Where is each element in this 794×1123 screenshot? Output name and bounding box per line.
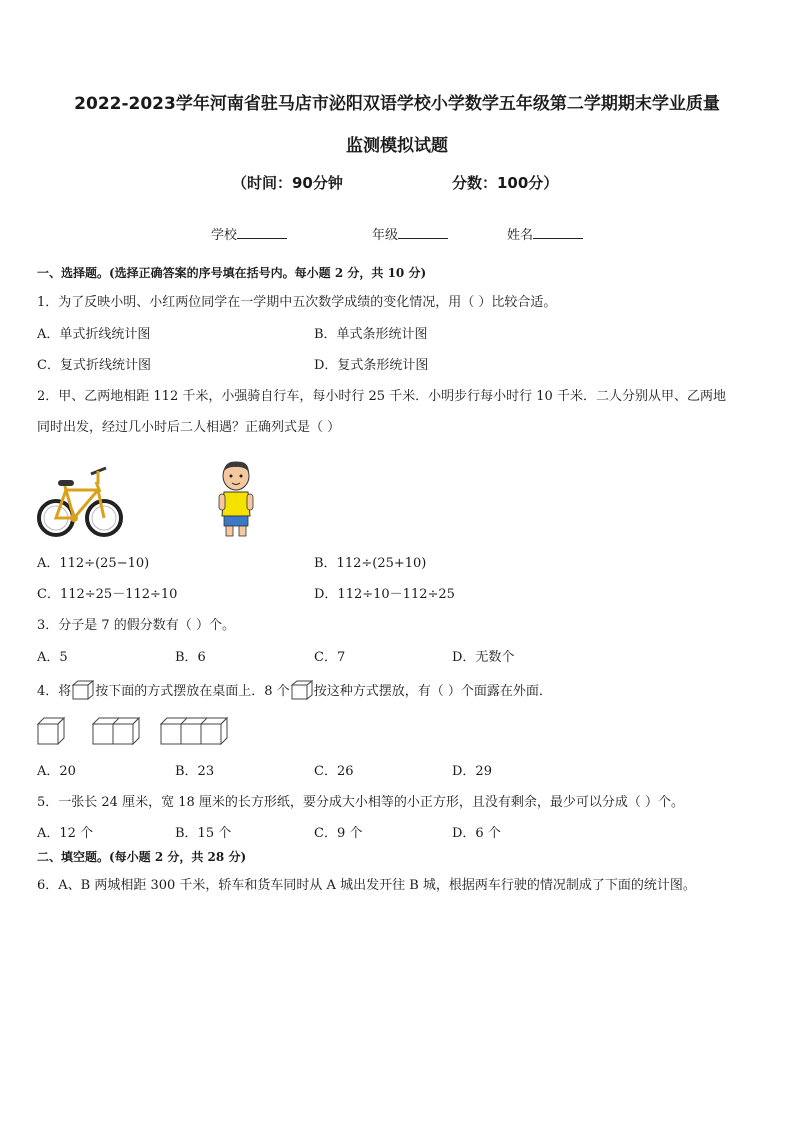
q5-option-d[interactable]: D．6 个 [452, 826, 501, 841]
exam-title-line1: 2022-2023学年河南省驻马店市泌阳双语学校小学数学五年级第二学期期末学业质量 [74, 94, 720, 114]
q2-text-line2: 同时出发，经过几小时后二人相遇？正确列式是（ ） [37, 420, 341, 435]
q2-option-b[interactable]: B．112÷(25+10) [314, 556, 427, 571]
exam-score: 分数：100分） [452, 174, 559, 192]
name-label: 姓名 [507, 228, 534, 243]
q5-option-a[interactable]: A．12 个 [37, 826, 94, 841]
q4-text-c: 按这种方式摆放，有（ ）个面露在外面． [313, 684, 552, 699]
q2-text-line1: 2．甲、乙两地相距 112 千米，小强骑自行车，每小时行 25 千米．小明步行每小时行 10 千米．二人分别从甲、乙两地 [37, 389, 726, 404]
q1-option-d[interactable]: D．复式条形统计图 [314, 358, 429, 373]
section1-heading: 一、选择题。(选择正确答案的序号填在括号内。每小题 2 分，共 10 分) [37, 266, 427, 280]
cube-arrangement-1 [37, 717, 65, 745]
q4-text-b: 按下面的方式摆放在桌面上．8 个 [95, 684, 290, 699]
cube-icon [72, 680, 94, 700]
q3-text: 3．分子是 7 的假分数有（ ）个。 [37, 618, 235, 633]
q2-option-a[interactable]: A．112÷(25−10) [37, 556, 150, 571]
q2-option-c[interactable]: C．112÷25－112÷10 [37, 587, 178, 602]
exam-time: （时间：90分钟 [232, 174, 343, 192]
q3-option-c[interactable]: C．7 [314, 650, 346, 665]
q5-text: 5．一张长 24 厘米，宽 18 厘米的长方形纸，要分成大小相等的小正方形，且没有剩余，最少可以分成（ ）个。 [37, 795, 685, 810]
q2-option-d[interactable]: D．112÷10－112÷25 [314, 587, 455, 602]
grade-label: 年级 [372, 228, 399, 243]
q3-option-b[interactable]: B．6 [175, 650, 206, 665]
q3-option-d[interactable]: D．无数个 [452, 650, 515, 665]
cube-arrangement-2 [92, 717, 140, 745]
bicycle-image [36, 460, 126, 540]
q4-text-a: 4．将 [37, 684, 72, 699]
q5-option-b[interactable]: B．15 个 [175, 826, 232, 841]
exam-title-line2: 监测模拟试题 [346, 136, 448, 156]
school-label: 学校 [211, 228, 238, 243]
q5-option-c[interactable]: C．9 个 [314, 826, 363, 841]
q1-option-a[interactable]: A．单式折线统计图 [37, 327, 151, 342]
q1-option-c[interactable]: C．复式折线统计图 [37, 358, 151, 373]
boy-image [214, 458, 258, 538]
q6-text: 6．A、B 两城相距 300 千米，轿车和货车同时从 A 城出发开往 B 城，根据两车行驶的情况制成了下面的统计图。 [37, 878, 696, 893]
cube-icon [291, 680, 313, 700]
section2-heading: 二、填空题。(每小题 2 分，共 28 分) [37, 850, 247, 864]
q4-option-c[interactable]: C．26 [314, 764, 354, 779]
q1-text: 1．为了反映小明、小红两位同学在一学期中五次数学成绩的变化情况，用（ ）比较合适。 [37, 295, 557, 310]
q4-option-b[interactable]: B．23 [175, 764, 215, 779]
q4-text [37, 680, 552, 700]
q3-option-a[interactable]: A．5 [37, 650, 68, 665]
q4-option-a[interactable]: A．20 [37, 764, 76, 779]
q4-option-d[interactable]: D．29 [452, 764, 492, 779]
name-field[interactable] [507, 224, 583, 243]
grade-field[interactable] [372, 224, 448, 243]
q1-option-b[interactable]: B．单式条形统计图 [314, 327, 428, 342]
school-field[interactable] [211, 224, 287, 243]
cube-arrangement-3 [160, 717, 228, 745]
